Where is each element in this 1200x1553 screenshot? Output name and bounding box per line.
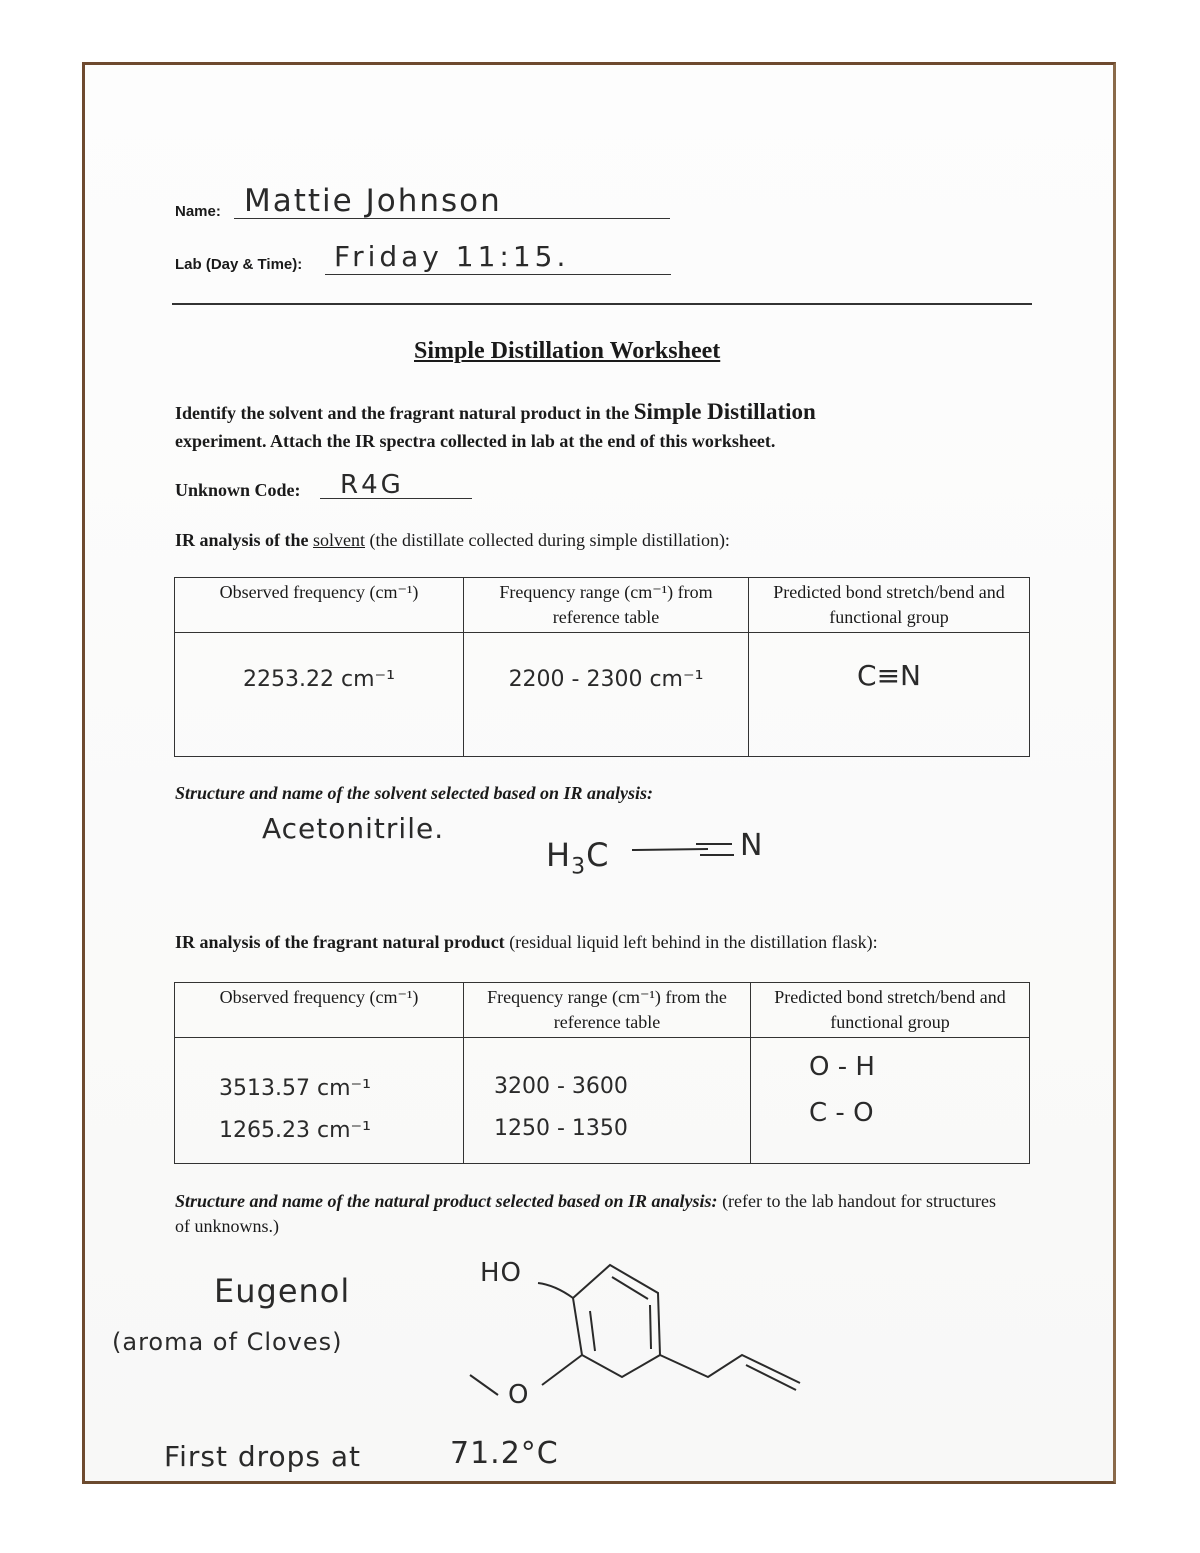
lab-value: Friday 11:15. bbox=[334, 240, 570, 273]
formula-n: N bbox=[740, 828, 764, 863]
table-cell bbox=[464, 1038, 751, 1164]
column-header: Predicted bond stretch/bend and functional group bbox=[751, 983, 1030, 1038]
table-cell bbox=[175, 1038, 464, 1164]
name-value: Mattie Johnson bbox=[244, 183, 502, 219]
column-header: Frequency range (cm⁻¹) from the reference table bbox=[464, 983, 751, 1038]
ho-label: HO bbox=[480, 1258, 523, 1288]
product-heading-rest: (residual liquid left behind in the distillation flask): bbox=[509, 932, 878, 952]
page-title: Simple Distillation Worksheet bbox=[414, 338, 721, 364]
product-heading bbox=[175, 932, 878, 953]
lab-label: Lab (Day & Time): bbox=[175, 256, 303, 273]
name-label: Name: bbox=[175, 203, 221, 220]
range-value: 3200 - 3600 bbox=[494, 1074, 628, 1099]
instructions-part2: experiment. Attach the IR spectra collected in lab at the end of this worksheet. bbox=[175, 431, 776, 451]
table-header-row bbox=[175, 578, 1030, 633]
o-label: O bbox=[508, 1380, 530, 1410]
table-cell: 2200 - 2300 cm⁻¹ bbox=[464, 633, 749, 757]
formula-c: C bbox=[586, 836, 610, 874]
column-header: Observed frequency (cm⁻¹) bbox=[175, 983, 464, 1038]
product-ir-table bbox=[174, 982, 1030, 1164]
instructions-part1: Identify the solvent and the fragrant natural product in the bbox=[175, 403, 630, 423]
table-cell: 2253.22 cm⁻¹ bbox=[175, 633, 464, 757]
solvent-heading-bold: IR analysis of the bbox=[175, 530, 309, 550]
column-header: Observed frequency (cm⁻¹) bbox=[175, 578, 464, 633]
product-answer-name: Eugenol bbox=[214, 1272, 351, 1310]
bond-value: O - H bbox=[809, 1052, 875, 1082]
first-drops-temp: 71.2°C bbox=[450, 1436, 559, 1471]
formula-h: H bbox=[546, 836, 572, 874]
solvent-ir-table bbox=[174, 577, 1030, 757]
table-row bbox=[175, 1038, 1030, 1164]
column-header: Predicted bond stretch/bend and functional group bbox=[749, 578, 1030, 633]
product-answer-note: (aroma of Cloves) bbox=[112, 1328, 343, 1356]
table-cell: C≡N bbox=[749, 633, 1030, 757]
table-row bbox=[175, 633, 1030, 757]
product-structure-prompt-text: Structure and name of the natural product selected based on IR analysis: bbox=[175, 1191, 718, 1211]
observed-value: 3513.57 cm⁻¹ bbox=[219, 1076, 371, 1101]
eugenol-structure bbox=[460, 1255, 810, 1435]
solvent-answer-name: Acetonitrile. bbox=[262, 812, 445, 845]
first-drops-note: First drops at bbox=[164, 1440, 362, 1473]
table-cell bbox=[751, 1038, 1030, 1164]
solvent-heading-rest: (the distillate collected during simple distillation): bbox=[369, 530, 730, 550]
triple-bond bbox=[630, 838, 740, 868]
solvent-structure-prompt: Structure and name of the solvent selected based on IR analysis: bbox=[175, 783, 654, 803]
solvent-heading-underlined: solvent bbox=[313, 530, 366, 550]
product-structure-note: (refer to the lab handout for structures of unknowns.) bbox=[175, 1191, 996, 1236]
solvent-heading bbox=[175, 530, 730, 551]
product-heading-bold: IR analysis of the fragrant natural product bbox=[175, 932, 505, 952]
range-value: 1250 - 1350 bbox=[494, 1116, 628, 1141]
table-header-row bbox=[175, 983, 1030, 1038]
unknown-code-label: Unknown Code: bbox=[175, 480, 301, 500]
header-divider bbox=[172, 303, 1032, 305]
instructions bbox=[175, 398, 995, 455]
unknown-code-value: R4G bbox=[340, 470, 404, 500]
instructions-emphasis: Simple Distillation bbox=[633, 399, 816, 424]
column-header: Frequency range (cm⁻¹) from reference table bbox=[464, 578, 749, 633]
observed-value: 1265.23 cm⁻¹ bbox=[219, 1118, 371, 1143]
bond-value: C - O bbox=[809, 1098, 874, 1128]
formula-subscript: 3 bbox=[571, 854, 587, 880]
product-structure-prompt bbox=[175, 1189, 1005, 1239]
solvent-structure-formula bbox=[546, 836, 609, 879]
